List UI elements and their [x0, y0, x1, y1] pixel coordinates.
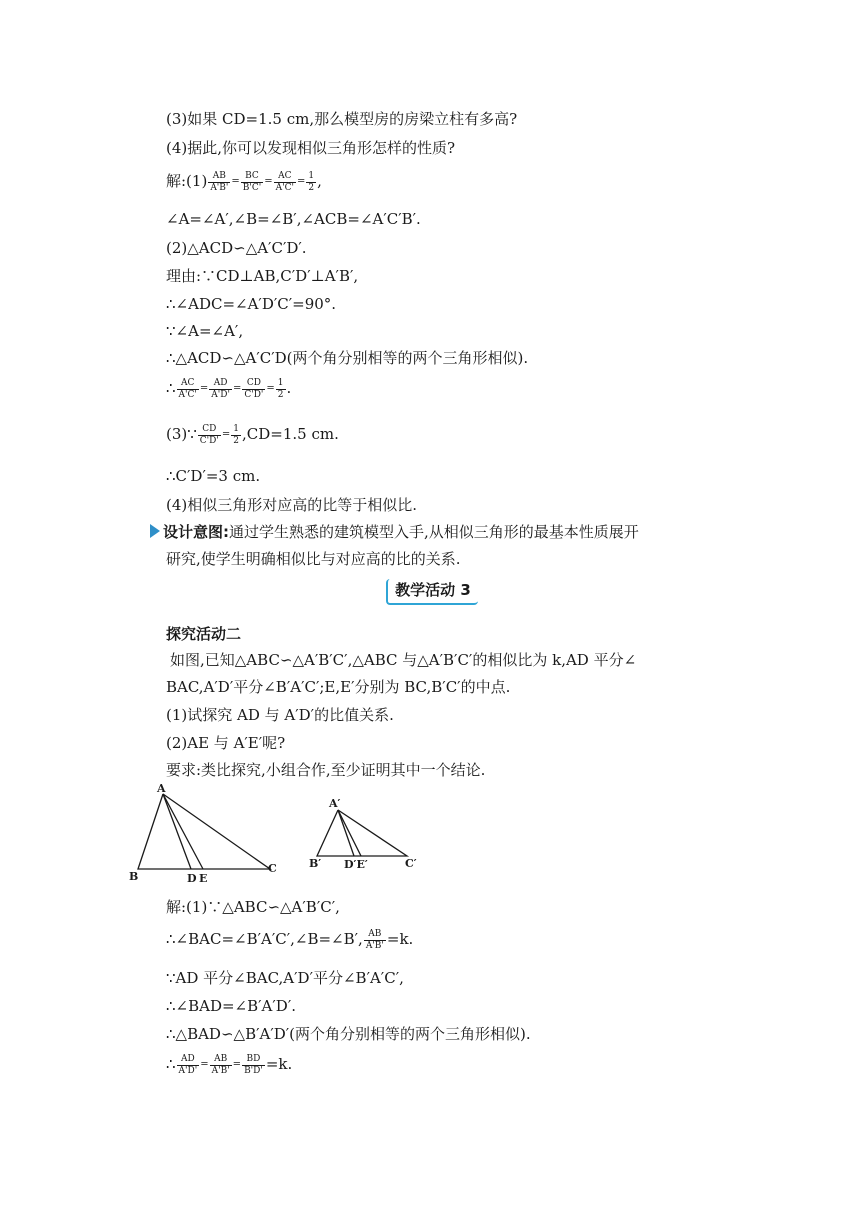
fraction: $\frac{BC}{B'C'}$: [242, 170, 262, 193]
fraction: $\frac{AC}{A'C'}$: [178, 377, 197, 400]
proof-line-3: ∵AD 平分∠BAC,A′D′平分∠B′A′C′,: [166, 969, 404, 987]
fraction: $\frac{CD}{C'D'}$: [244, 377, 264, 400]
fraction: $\frac{AD}{A'D'}$: [211, 377, 230, 400]
label-a-prime: A′: [329, 797, 341, 810]
segment-ad: [163, 794, 191, 869]
solution-2-line4: ∵∠A=∠A′,: [166, 322, 244, 340]
proof-line-2: ∴∠BAC=∠B′A′C′,∠B=∠B′, $\frac{AB}{A'B'}$ =k.: [166, 928, 414, 951]
solution-prefix: 解:(1): [166, 172, 208, 190]
solution-1-ratio: 解:(1) $\frac{AB}{A'B'}$ = $\frac{BC}{B'C'}$ = $\frac{AC}{A'C'}$ = $\frac{1}{2}$ ,: [166, 170, 322, 193]
solution-2-line2: 理由:∵CD⊥AB,C′D′⊥A′B′,: [166, 267, 359, 285]
design-label: 设计意图:: [163, 523, 229, 541]
question-3: (3)如果 CD=1.5 cm,那么模型房的房梁立柱有多高?: [166, 110, 518, 128]
proof-line-1: 解:(1)∵△ABC∽△A′B′C′,: [166, 898, 340, 916]
segment-ad-prime: [338, 810, 354, 856]
activity-badge: 教学活动 3: [386, 579, 478, 605]
label-de-prime: D′E′: [344, 858, 368, 871]
explore-question-1: (1)试探究 AD 与 A′D′的比值关系.: [166, 706, 394, 724]
explore-paragraph-1: 如图,已知△ABC∽△A′B′C′,△ABC 与△A′B′C′的相似比为 k,AD 平分∠: [170, 651, 637, 669]
proof-line-5: ∴△BAD∽△B′A′D′(两个角分别相等的两个三角形相似).: [166, 1025, 531, 1043]
label-e: E: [199, 872, 208, 885]
triangle-figure: [125, 782, 425, 887]
question-4: (4)据此,你可以发现相似三角形怎样的性质?: [166, 139, 456, 157]
fraction: $\frac{CD}{C'D'}$: [199, 423, 219, 446]
label-d: D: [187, 872, 197, 885]
fraction: $\frac{AB}{A'B'}$: [211, 1053, 230, 1076]
solution-4: (4)相似三角形对应高的比等于相似比.: [166, 496, 418, 514]
fraction: $\frac{BD}{B'D'}$: [244, 1053, 263, 1076]
solution-2-ratio: ∴ $\frac{AC}{A'C'}$ = $\frac{AD}{A'D'}$ = $\frac{CD}{C'D'}$ = $\frac{1}{2}$ .: [166, 377, 292, 400]
explore-paragraph-2: BAC,A′D′平分∠B′A′C′;E,E′分别为 BC,B′C′的中点.: [166, 678, 511, 696]
solution-3-result: ∴C′D′=3 cm.: [166, 467, 261, 485]
proof-line-6: ∴ $\frac{AD}{A'D'}$ = $\frac{AB}{A'B'}$ = $\frac{BD}{B'D'}$ =k.: [166, 1053, 293, 1076]
label-b-prime: B′: [309, 857, 322, 870]
angles-line: ∠A=∠A′,∠B=∠B′,∠ACB=∠A′C′B′.: [166, 210, 421, 228]
label-b: B: [129, 870, 139, 883]
design-text: 通过学生熟悉的建筑模型入手,从相似三角形的最基本性质展开: [229, 523, 639, 541]
segment-ae: [163, 794, 203, 869]
fraction: $\frac{AD}{A'D'}$: [178, 1053, 198, 1076]
design-intent: [150, 521, 639, 543]
label-c: C: [268, 862, 277, 875]
proof-line-4: ∴∠BAD=∠B′A′D′.: [166, 997, 296, 1015]
label-a: A: [157, 782, 166, 795]
solution-2-line5: ∴△ACD∽△A′C′D(两个角分别相等的两个三角形相似).: [166, 349, 529, 367]
solution-3-ratio: (3)∵ $\frac{CD}{C'D'}$ = $\frac{1}{2}$ ,CD=1.5 cm.: [166, 423, 339, 446]
triangle-marker-icon: [150, 524, 160, 538]
fraction: $\frac{AC}{A'C'}$: [275, 170, 294, 193]
solution-2-line3: ∴∠ADC=∠A′D′C′=90°.: [166, 295, 337, 313]
triangle-abc: [138, 794, 270, 869]
fraction: $\frac{1}{2}$: [308, 170, 315, 193]
fraction: $\frac{AB}{A'B'}$: [365, 928, 384, 951]
design-intent-cont: 研究,使学生明确相似比与对应高的比的关系.: [166, 550, 461, 568]
explore-title: 探究活动二: [166, 625, 242, 643]
explore-question-2: (2)AE 与 A′E′呢?: [166, 734, 286, 752]
fraction: $\frac{AB}{A'B'}$: [210, 170, 229, 193]
fraction: $\frac{1}{2}$: [233, 423, 239, 446]
fraction: $\frac{1}{2}$: [277, 377, 284, 400]
triangle-abc-prime: [317, 810, 407, 856]
label-c-prime: C′: [405, 857, 417, 870]
explore-requirement: 要求:类比探究,小组合作,至少证明其中一个结论.: [166, 761, 486, 779]
solution-2-line1: (2)△ACD∽△A′C′D′.: [166, 239, 307, 257]
